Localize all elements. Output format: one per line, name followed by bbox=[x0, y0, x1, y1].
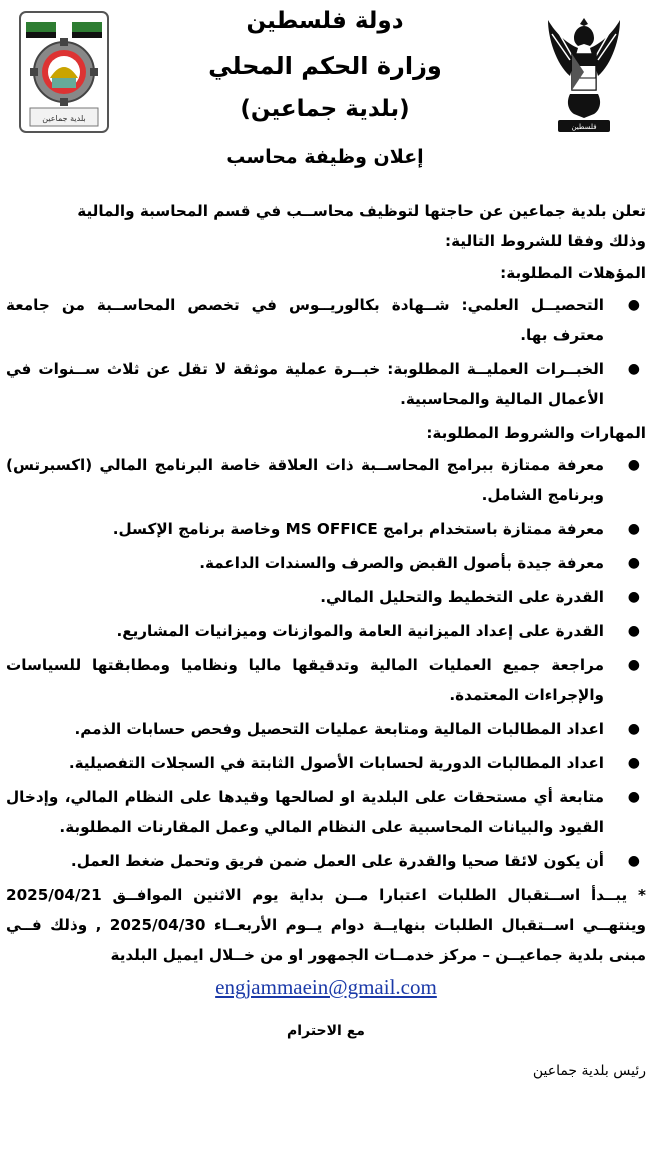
emblem-caption: فلسطين bbox=[571, 123, 597, 131]
announcement-body bbox=[6, 196, 646, 1086]
skills-heading: المهارات والشروط المطلوبة: bbox=[426, 424, 646, 442]
municipality-logo-icon bbox=[16, 8, 112, 136]
list-item: ● الخبــرات العمليــة المطلوبة: خبــرة عملية موثقة لا تقل عن ثلاث ســنوات في الأعمال المالية والمحاسبية. bbox=[6, 354, 646, 414]
header-ministry: وزارة الحكم المحلي bbox=[208, 52, 442, 80]
bullet-icon: ● bbox=[627, 457, 640, 473]
bullet-icon: ● bbox=[627, 623, 640, 639]
application-notice: * يبــدأ اســتقبال الطلبات اعتبارا مــن بداية يوم الاثنين الموافــق 2025/04/21 وينتهــي اســتقبال الطلبات بنهايــة دوام يــوم الأربعــاء 2025/04/30 , وذلك فــي مبنى بلدية جماعيــن – مركز خدمــات الجمهور او من خــلال ايميل البلدية bbox=[6, 886, 646, 964]
intro-line: تعلن بلدية جماعين عن حاجتها لتوظيف محاســب في قسم المحاسبة والمالية bbox=[77, 202, 646, 220]
list-item: ● متابعة أي مستحقات على البلدية او لصالحها وقيدها على النظام المالي، وإدخال القيود والبيانات المحاسبية على النظام المالي وعمل المقارنات المطلوبة. bbox=[6, 782, 646, 842]
announcement-title: إعلان وظيفة محاسب bbox=[226, 146, 424, 168]
header-municipality: (بلدية جماعين) bbox=[240, 96, 410, 122]
list-item: ● القدرة على التخطيط والتحليل المالي. bbox=[6, 582, 646, 612]
bullet-icon: ● bbox=[627, 297, 640, 313]
bullet-icon: ● bbox=[627, 721, 640, 737]
bullet-icon: ● bbox=[627, 853, 640, 869]
bullet-icon: ● bbox=[627, 555, 640, 571]
list-item: ● القدرة على إعداد الميزانية العامة والموازنات وميزانيات المشاريع. bbox=[6, 616, 646, 646]
list-item: ● معرفة ممتازة ببرامج المحاســبة ذات العلاقة خاصة البرنامج المالي (اكسبرتس) وبرنامج الشامل. bbox=[6, 450, 646, 510]
list-item: ● مراجعة جميع العمليات المالية وتدقيقها ماليا ونظاميا ومطابقتها للسياسات والإجراءات المعتمدة. bbox=[6, 650, 646, 710]
bullet-icon: ● bbox=[627, 521, 640, 537]
qualifications-heading: المؤهلات المطلوبة: bbox=[500, 264, 646, 282]
municipality-email-link[interactable]: engjammaein@gmail.com bbox=[215, 975, 437, 999]
list-item: ● اعداد المطالبات الدورية لحسابات الأصول الثابتة في السجلات التفصيلية. bbox=[6, 748, 646, 778]
list-item: ● اعداد المطالبات المالية ومتابعة عمليات التحصيل وفحص حسابات الذمم. bbox=[6, 714, 646, 744]
palestine-eagle-emblem-icon bbox=[536, 8, 632, 138]
list-item: ● التحصيــل العلمي: شــهادة بكالوريــوس في تخصص المحاســبة من جامعة معترف بها. bbox=[6, 290, 646, 350]
signature-title: رئيس بلدية جماعين bbox=[532, 1063, 646, 1079]
header-country: دولة فلسطين bbox=[246, 8, 404, 34]
closing-regards: مع الاحترام bbox=[287, 1023, 365, 1039]
bullet-icon: ● bbox=[627, 589, 640, 605]
logo-caption: بلدية جماعين bbox=[42, 114, 86, 123]
list-item: ● أن يكون لائقا صحيا والقدرة على العمل ضمن فريق وتحمل ضغط العمل. bbox=[6, 846, 646, 876]
qualifications-list bbox=[6, 290, 646, 414]
bullet-icon: ● bbox=[627, 789, 640, 805]
skills-list bbox=[6, 450, 646, 876]
bullet-icon: ● bbox=[627, 361, 640, 377]
list-item: ● معرفة جيدة بأصول القبض والصرف والسندات الداعمة. bbox=[6, 548, 646, 578]
bullet-icon: ● bbox=[627, 755, 640, 771]
list-item: ● معرفة ممتازة باستخدام برامج MS OFFICE وخاصة برنامج الإكسل. bbox=[6, 514, 646, 544]
intro-line: وذلك وفقا للشروط التالية: bbox=[445, 232, 646, 250]
bullet-icon: ● bbox=[627, 657, 640, 673]
letterhead bbox=[0, 0, 651, 148]
